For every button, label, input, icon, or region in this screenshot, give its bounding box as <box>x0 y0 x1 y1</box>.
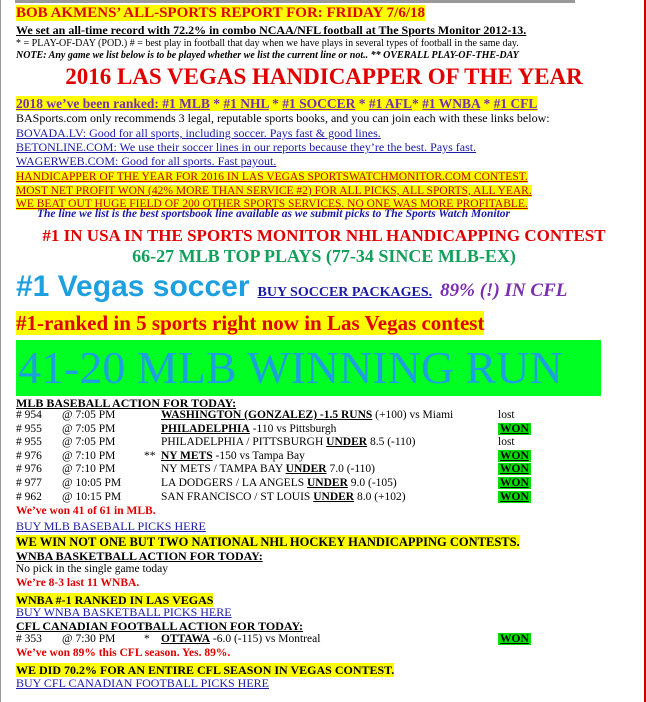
pick-time: @ 7:05 PM <box>62 422 116 435</box>
line-note: The line we list is the best sportsbook line available as we submit picks to The Sports Watch Monitor <box>37 208 511 220</box>
pick-star <box>144 477 161 491</box>
pick-result <box>498 491 558 505</box>
pick-selection: WASHINGTON (GONZALEZ) -1.5 RUNS <box>161 409 373 421</box>
won-badge: WON <box>500 422 529 435</box>
winning-run-text: 41-20 MLB WINNING RUN <box>18 342 563 393</box>
five-sports-row <box>16 311 484 336</box>
wagerweb-link[interactable]: WAGERWEB.COM: Good for all sports. Fast payout. <box>16 154 277 168</box>
five-sports-banner: #1-ranked in 5 sports right now in Las Vegas contest <box>16 311 485 335</box>
pick-description <box>161 409 498 423</box>
won-badge: WON <box>500 633 529 645</box>
pick-matchup: NY METS / TAMPA BAY <box>161 463 286 476</box>
pick-number: # 954 <box>16 409 42 421</box>
report-title: BOB AKMENS’ ALL-SPORTS REPORT FOR: FRIDAY 7/6/18 <box>16 5 425 21</box>
pick-time: @ 10:05 PM <box>62 476 122 489</box>
pick-star: * <box>144 633 150 645</box>
rank-wnba: #1 WNBA <box>422 96 481 111</box>
cfl-89-claim: 89% (!) IN CFL <box>440 280 568 301</box>
report-title-row <box>16 4 425 22</box>
wnba-record: We’re 8-3 last 11 WNBA. <box>16 577 140 589</box>
pick-line: (+100) vs Miami <box>372 409 454 421</box>
wnba-no-pick: No pick in the single game today <box>16 563 169 575</box>
pick-time: @ 7:05 PM <box>62 409 116 421</box>
pick-matchup: SAN FRANCISCO / ST LOUIS <box>161 490 314 503</box>
mlb-pick-row <box>16 423 558 437</box>
mlb-pick-row <box>16 477 558 491</box>
cfl-pick-row <box>16 633 558 647</box>
pick-line: -150 vs Tampa Bay <box>212 449 305 462</box>
pick-result <box>498 450 558 464</box>
wnba-heading: WNBA BASKETBALL ACTION FOR TODAY: <box>16 549 263 563</box>
rankings-banner: 2018 we’ve been ranked: #1 MLB * #1 NHL * #1 SOCCER * #1 AFL* #1 WNBA * #1 CFL <box>16 96 538 111</box>
cfl-picks-table <box>16 633 558 647</box>
pick-line: 7.0 (-110) <box>326 463 375 476</box>
pick-line: 8.0 (+102) <box>354 490 406 503</box>
pick-number: # 976 <box>16 463 42 476</box>
pick-result <box>498 633 558 647</box>
pick-description <box>161 450 498 464</box>
buy-wnba-link[interactable]: BUY WNBA BASKETBALL PICKS HERE <box>16 605 232 619</box>
pick-description <box>161 423 498 437</box>
cfl-record: We’ve won 89% this CFL season. Yes. 89%. <box>16 647 231 659</box>
betonline-link[interactable]: BETONLINE.COM: We use their soccer lines in our reports because they’re the best. Pays fast. <box>16 140 477 154</box>
rank-mlb: #1 MLB <box>162 96 210 111</box>
legend-line: * = PLAY-OF-DAY (POD.) # = best play in football that day when we have plays in several types of football in the same day. <box>16 38 519 49</box>
won-badge: WON <box>500 463 529 476</box>
nhl-contest-headline: #1 IN USA IN THE SPORTS MONITOR NHL HANDICAPPING CONTEST <box>42 226 606 245</box>
pick-star <box>144 491 161 505</box>
pick-number: # 353 <box>16 633 42 645</box>
pick-description <box>161 633 498 647</box>
pick-number: # 976 <box>16 449 42 462</box>
rank-afl: #1 AFL <box>368 96 413 111</box>
mlb-heading: MLB BASEBALL ACTION FOR TODAY: <box>16 396 237 410</box>
lost-label: lost <box>498 436 515 449</box>
rank-cfl: #1 CFL <box>493 96 538 111</box>
mlb-picks-table <box>16 409 558 504</box>
pick-result <box>498 409 558 423</box>
pick-description <box>161 436 498 450</box>
pick-description <box>161 463 498 477</box>
pick-time: @ 10:15 PM <box>62 490 122 503</box>
pick-selection: UNDER <box>326 436 368 449</box>
pick-number: # 955 <box>16 436 42 449</box>
pick-line: -6.0 (-115) vs Montreal <box>210 633 321 645</box>
mlb-record: We’ve won 41 of 61 in MLB. <box>16 505 156 517</box>
top-rule <box>15 0 575 3</box>
pick-number: # 977 <box>16 476 42 489</box>
pick-selection: NY METS <box>161 449 213 462</box>
pick-matchup: LA DODGERS / LA ANGELS <box>161 476 307 489</box>
headline-handicapper-of-year: 2016 LAS VEGAS HANDICAPPER OF THE YEAR <box>65 64 583 89</box>
pick-line: 9.0 (-105) <box>347 476 397 489</box>
pick-description <box>161 477 498 491</box>
lost-label: lost <box>498 409 515 421</box>
pick-matchup: PHILADELPHIA / PITTSBURGH <box>161 436 327 449</box>
won-badge: WON <box>500 449 529 462</box>
nhl-contests-banner: WE WIN NOT ONE BUT TWO NATIONAL NHL HOCKEY HANDICAPPING CONTESTS. <box>16 535 520 549</box>
claim-beat-field: WE BEAT OUT HUGE FIELD OF 200 OTHER SPORTS SERVICES. NO ONE WAS MORE PROFITABLE. <box>16 198 528 210</box>
buy-soccer-link[interactable]: BUY SOCCER PACKAGES. <box>257 285 433 300</box>
note-line: NOTE: Any game we list below is to be played whether we list the current line or not.. ** OVERALL PLAY-OF-THE-DAY <box>16 50 519 61</box>
pick-selection: PHILADELPHIA <box>161 422 250 435</box>
pick-result <box>498 436 558 450</box>
winning-run-banner <box>16 340 601 396</box>
pick-star <box>144 409 161 423</box>
record-line: We set an all-time record with 72.2% in combo NCAA/NFL football at The Sports Monitor 2012-13. <box>16 23 527 37</box>
pick-selection: UNDER <box>307 476 348 489</box>
mlb-pick-row <box>16 491 558 505</box>
mlb-pick-row <box>16 436 558 450</box>
pick-star <box>144 436 161 450</box>
pick-line: 8.5 (-110) <box>367 436 416 449</box>
pick-line: -110 vs Pittsburgh <box>249 422 337 435</box>
sportsbooks-intro: BASports.com only recommends 3 legal, reputable sports books, and you can join each with these links below: <box>16 111 550 125</box>
pick-number: # 962 <box>16 490 42 503</box>
rankings-prefix: 2018 we’ve been ranked: <box>16 96 163 111</box>
pick-star <box>144 423 161 437</box>
pick-number: # 955 <box>16 422 42 435</box>
rank-nhl: #1 NHL <box>223 96 269 111</box>
mlb-pick-row <box>16 463 558 477</box>
won-badge: WON <box>500 490 529 503</box>
pick-star <box>144 463 161 477</box>
mlb-pick-row <box>16 450 558 464</box>
cfl-heading: CFL CANADIAN FOOTBALL ACTION FOR TODAY: <box>16 619 304 633</box>
rank-soccer: #1 SOCCER <box>282 96 356 111</box>
vegas-soccer-title: #1 Vegas soccer <box>16 270 250 303</box>
pick-time: @ 7:10 PM <box>62 463 116 476</box>
won-badge: WON <box>500 476 529 489</box>
pick-time: @ 7:10 PM <box>62 449 116 462</box>
pick-description <box>161 491 498 505</box>
pick-result <box>498 423 558 437</box>
pick-selection: UNDER <box>313 490 355 503</box>
pick-time: @ 7:30 PM <box>62 633 116 645</box>
cfl-season-banner: WE DID 70.2% FOR AN ENTIRE CFL SEASON IN VEGAS CONTEST. <box>16 663 395 677</box>
pick-star: ** <box>144 449 156 462</box>
mlb-pick-row <box>16 409 558 423</box>
claim-handicapper: HANDICAPPER OF THE YEAR FOR 2016 IN LAS VEGAS SPORTSWATCHMONITOR.COM CONTEST. <box>16 171 528 183</box>
pick-time: @ 7:05 PM <box>62 436 116 449</box>
claim-net-profit: MOST NET PROFIT WON (42% MORE THAN SERVICE #2) FOR ALL PICKS, ALL SPORTS, ALL YEAR. <box>16 185 532 197</box>
buy-cfl-link[interactable]: BUY CFL CANADIAN FOOTBALL PICKS HERE <box>16 676 270 690</box>
pick-team: OTTAWA <box>161 633 210 645</box>
bovada-link[interactable]: BOVADA.LV: Good for all sports, including soccer. Pays fast & good lines. <box>16 126 381 140</box>
buy-mlb-link[interactable]: BUY MLB BASEBALL PICKS HERE <box>16 519 206 533</box>
mlb-top-plays: 66-27 MLB TOP PLAYS (77-34 SINCE MLB-EX) <box>132 246 516 266</box>
soccer-row <box>16 270 567 304</box>
pick-result <box>498 477 558 491</box>
pick-result <box>498 463 558 477</box>
wnba-ranked-banner: WNBA #-1 RANKED IN LAS VEGAS <box>16 593 214 607</box>
pick-selection: UNDER <box>285 463 327 476</box>
